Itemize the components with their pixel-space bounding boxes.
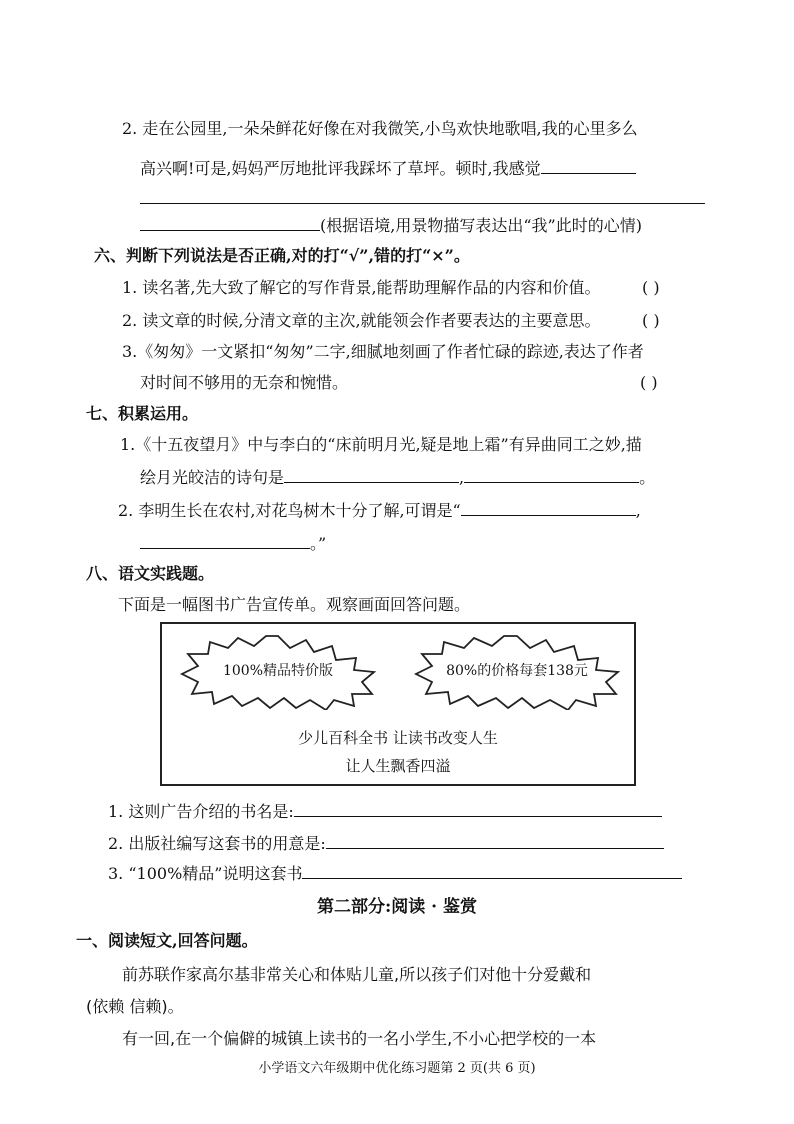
answer-blank[interactable] (326, 832, 664, 849)
answer-blank[interactable] (140, 532, 310, 549)
reading-p2-line1: 有一回,在一个偏僻的城镇上读书的一名小学生,不小心把学校的一本 (122, 1029, 597, 1048)
s7-q2-line1 (118, 499, 641, 522)
s7-q1-end: 。 (639, 468, 656, 487)
s8-q3-text: 3. “100%精品”说明这套书 (108, 864, 303, 883)
s7-q1-line1: 1.《十五夜望月》中与李白的“床前明月光,疑是地上霜”有异曲同工之妙,描 (120, 435, 642, 454)
s8-q2-text: 2. 出版社编写这套书的用意是: (108, 834, 326, 853)
s7-q1-line2 (140, 466, 655, 489)
ad-slogan-line2: 让人生飘香四溢 (345, 757, 451, 775)
q5-2-line2-text: 高兴啊!可是,妈妈严厉地批评我踩坏了草坪。顿时,我感觉 (140, 159, 541, 178)
s7-q1-prefix: 绘月光皎洁的诗句是 (140, 468, 285, 487)
s7-q2-line2 (140, 532, 326, 555)
answer-blank[interactable] (294, 800, 662, 817)
q5-2-line4 (140, 214, 642, 237)
q5-2-hint: (根据语境,用景物描写表达出“我”此时的心情) (320, 216, 642, 235)
s6-q3-line1: 3.《匆匆》一文紧扣“匆匆”二字,细腻地刻画了作者忙碌的踪迹,表达了作者 (122, 342, 644, 361)
s8-q1 (108, 800, 662, 823)
s6-q2-answer[interactable]: ( ) (642, 311, 660, 330)
s6-q1: 1. 读名著,先大致了解它的写作背景,能帮助理解作品的内容和价值。 (122, 278, 601, 297)
s7-q1-comma: , (459, 468, 465, 487)
s8-q1-text: 1. 这则广告介绍的书名是: (108, 802, 294, 821)
answer-blank[interactable] (464, 466, 639, 483)
q5-2-line2 (140, 157, 636, 180)
part2-title: 第二部分:阅读 · 鉴赏 (316, 897, 478, 917)
s7-q2-end: 。” (310, 534, 327, 553)
s7-q2-comma: , (635, 501, 641, 520)
s6-q3-line2: 对时间不够用的无奈和惋惜。 (140, 373, 349, 392)
answer-blank[interactable] (302, 862, 682, 879)
section7-title: 七、积累运用。 (86, 404, 199, 423)
q5-2-line1: 2. 走在公园里,一朵朵鲜花好像在对我微笑,小鸟欢快地歌唱,我的心里多么 (122, 119, 638, 138)
burst-right-text: 80%的价格每套138元 (446, 663, 588, 679)
s6-q3-answer[interactable]: ( ) (640, 373, 658, 392)
burst-left-text: 100%精品特价版 (222, 663, 334, 679)
reading-p1-line1: 前苏联作家高尔基非常关心和体贴儿童,所以孩子们对他十分爱戴和 (122, 965, 592, 984)
ad-slogan-line1: 少儿百科全书 让读书改变人生 (298, 729, 498, 747)
section6-title: 六、判断下列说法是否正确,对的打“√”,错的打“×”。 (94, 246, 470, 265)
s6-q1-answer[interactable]: ( ) (642, 278, 660, 297)
s8-intro: 下面是一幅图书广告宣传单。观察画面回答问题。 (118, 595, 471, 614)
part2-section1-title: 一、阅读短文,回答问题。 (76, 931, 258, 950)
page-footer: 小学语文六年级期中优化练习题第 2 页(共 6 页) (258, 1061, 536, 1076)
section8-title: 八、语文实践题。 (86, 564, 215, 583)
s8-q3 (108, 862, 682, 885)
answer-line[interactable] (140, 203, 705, 204)
answer-blank[interactable] (461, 499, 636, 516)
s7-q2-prefix: 2. 李明生长在农村,对花鸟树木十分了解,可谓是“ (118, 501, 461, 520)
answer-blank[interactable] (284, 466, 459, 483)
reading-p1-line2: (依赖 信赖)。 (86, 997, 184, 1016)
answer-blank[interactable] (140, 214, 320, 231)
answer-blank[interactable] (541, 157, 636, 174)
s6-q2: 2. 读文章的时候,分清文章的主次,就能领会作者要表达的主要意思。 (122, 311, 601, 330)
book-ad-flyer (160, 622, 636, 786)
s8-q2 (108, 832, 664, 855)
